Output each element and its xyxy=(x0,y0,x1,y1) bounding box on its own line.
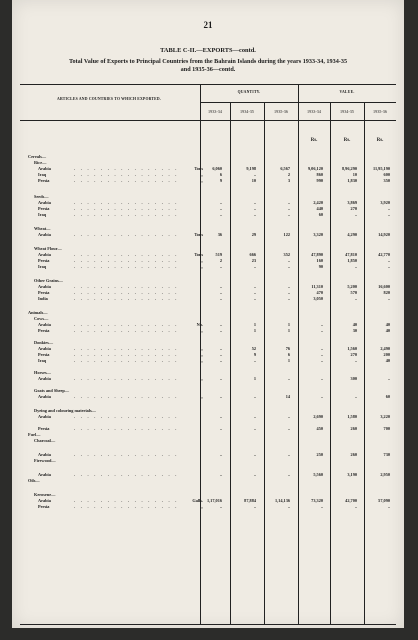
unit-cell: „ xyxy=(200,394,203,399)
table-row xyxy=(12,328,404,334)
quantity-cell: 1,17,016 xyxy=(206,498,222,503)
table-row xyxy=(12,232,404,238)
dot-leader: . . . . . . . . . . . . . . . . xyxy=(74,212,179,217)
value-cell: 260 xyxy=(350,452,357,457)
value-cell: .. xyxy=(387,264,390,269)
row-label: Fuel— xyxy=(28,432,41,437)
value-cell: 990 xyxy=(316,178,323,183)
dot-leader: . . . . . . . . . . . . . . . . xyxy=(74,352,179,357)
value-cell: 42,700 xyxy=(345,498,357,503)
quantity-cell: .. xyxy=(253,264,256,269)
dot-leader: . . . . . . . . . . . . . . . . xyxy=(74,296,179,301)
row-label: Cereals— xyxy=(28,154,47,159)
unit-cell: „ xyxy=(200,178,203,183)
header-top-rule xyxy=(20,84,396,85)
quantity-cell: .. xyxy=(253,472,256,477)
row-label: Arabia xyxy=(38,166,51,171)
row-label: Iraq xyxy=(38,358,47,363)
row-label: Iraq xyxy=(38,264,47,269)
page-number: 21 xyxy=(203,20,213,30)
value-cell: 2,950 xyxy=(380,472,390,477)
value-cell: 30 xyxy=(352,328,357,333)
value-cell: .. xyxy=(320,322,323,327)
value-cell: .. xyxy=(387,212,390,217)
unit-cell: „ xyxy=(200,352,203,357)
value-cell: 40 xyxy=(352,322,357,327)
dot-leader: . . . . . . . . . . . . . . . . xyxy=(74,290,179,295)
row-label: Persia xyxy=(38,290,50,295)
row-label: Dyeing and colouring materials— xyxy=(34,408,96,413)
quantity-cell: .. xyxy=(219,290,222,295)
row-label: Arabia xyxy=(38,284,51,289)
value-cell: 1,560 xyxy=(347,346,357,351)
row-label: Firewood— xyxy=(34,458,56,463)
value-cell: .. xyxy=(387,504,390,509)
table-row xyxy=(12,376,404,382)
quantity-cell: .. xyxy=(287,426,290,431)
row-label: Arabia xyxy=(38,322,51,327)
quantity-cell: 1 xyxy=(253,322,256,327)
dot-leader: . . . . . . . . . . . . . . . . xyxy=(74,394,179,399)
quantity-cell: 6,567 xyxy=(280,166,290,171)
quantity-cell: .. xyxy=(253,426,256,431)
table-row xyxy=(12,394,404,400)
quantity-cell: .. xyxy=(253,200,256,205)
row-label: Arabia xyxy=(38,414,51,419)
row-label: Arabia xyxy=(38,200,51,205)
row-label: Arabia xyxy=(38,376,51,381)
value-cell: 270 xyxy=(350,206,357,211)
currency-unit: Rs. xyxy=(343,138,351,143)
value-cell: 860 xyxy=(316,172,323,177)
dot-leader: . . . . . . . . . . . . . . . . xyxy=(74,232,179,237)
quantity-cell: .. xyxy=(219,472,222,477)
value-cell: 16,600 xyxy=(378,284,390,289)
value-cell: 3,920 xyxy=(380,200,390,205)
value-cell: 14,920 xyxy=(378,232,390,237)
quantity-cell: 36 xyxy=(217,232,222,237)
value-cell: .. xyxy=(354,264,357,269)
value-cell: 5,200 xyxy=(347,284,357,289)
quantity-cell: .. xyxy=(287,472,290,477)
quantity-cell: 1,14,136 xyxy=(274,498,290,503)
value-cell: .. xyxy=(320,376,323,381)
value-cell: 40 xyxy=(385,322,390,327)
quantity-cell: .. xyxy=(253,358,256,363)
quantity-cell: 122 xyxy=(283,232,290,237)
row-label: Arabia xyxy=(38,252,51,257)
value-cell: .. xyxy=(320,328,323,333)
table-row xyxy=(12,438,404,444)
value-cell: 450 xyxy=(316,426,323,431)
value-header: VALUE. xyxy=(339,90,355,94)
quantity-cell: 1 xyxy=(253,328,256,333)
quantity-cell: .. xyxy=(253,296,256,301)
quantity-cell: .. xyxy=(253,394,256,399)
articles-header: ARTICLES AND COUNTRIES TO WHICH EXPORTED. xyxy=(57,97,161,101)
dot-leader: . . . . . . . . . . . . . . . . xyxy=(74,358,179,363)
value-cell: 47,890 xyxy=(311,252,323,257)
dot-leader: . . . . . . . . . . . . . . . . xyxy=(74,206,179,211)
year-header: 1934-35 xyxy=(340,109,354,114)
value-cell: 73,320 xyxy=(311,498,323,503)
quantity-cell: .. xyxy=(219,212,222,217)
dot-leader: . . . . . . . . . . . . . . . . xyxy=(74,166,179,171)
value-cell: .. xyxy=(354,296,357,301)
quantity-cell: .. xyxy=(219,376,222,381)
quantity-cell: .. xyxy=(287,206,290,211)
quantity-cell: 6 xyxy=(219,172,222,177)
table-title: TABLE C-II.—EXPORTS—contd. xyxy=(160,47,256,54)
value-cell: .. xyxy=(387,296,390,301)
dot-leader: . . . . . . . . . . . . . . . . xyxy=(74,178,179,183)
dot-leader: . . . . . . . . . . . . . . . . xyxy=(74,504,179,509)
unit-cell: „ xyxy=(200,328,203,333)
unit-cell: „ xyxy=(200,258,203,263)
row-label: Oils— xyxy=(28,478,40,483)
row-label: Cows— xyxy=(34,316,49,321)
dot-leader: . . . . . . . . . . . . . . . . xyxy=(74,252,179,257)
quantity-cell: .. xyxy=(219,284,222,289)
quantity-cell: .. xyxy=(287,414,290,419)
table-row xyxy=(12,414,404,420)
dot-leader: . . . . . . . . . . . . . . . . xyxy=(74,258,179,263)
unit-cell: Tons xyxy=(194,252,203,257)
value-cell: 1,850 xyxy=(347,258,357,263)
value-cell: .. xyxy=(354,212,357,217)
quantity-cell: 1 xyxy=(287,358,290,363)
value-cell: 40 xyxy=(385,358,390,363)
value-cell: 47,810 xyxy=(345,252,357,257)
row-label: Persia xyxy=(38,352,50,357)
quantity-cell: 10 xyxy=(251,178,256,183)
quantity-cell: 352 xyxy=(283,252,290,257)
quantity-cell: 23 xyxy=(251,258,256,263)
value-cell: 3,220 xyxy=(380,414,390,419)
row-label: Persia xyxy=(38,426,50,431)
year-header: 1935-36 xyxy=(373,109,387,114)
table-bottom-rule xyxy=(20,624,396,625)
quantity-cell: 9 xyxy=(253,352,256,357)
quantity-cell: .. xyxy=(287,212,290,217)
dot-leader: . . . . . . . . . . . . . . . . xyxy=(74,328,179,333)
quantity-cell: .. xyxy=(219,328,222,333)
quantity-cell: .. xyxy=(253,284,256,289)
quantity-cell: 3 xyxy=(287,178,290,183)
value-cell: 730 xyxy=(383,452,390,457)
year-header: 1933-34 xyxy=(307,109,321,114)
quantity-cell: 6,060 xyxy=(212,166,222,171)
quantity-cell: .. xyxy=(219,426,222,431)
quantity-cell: 14 xyxy=(285,394,290,399)
unit-cell: No. xyxy=(196,322,203,327)
table-row xyxy=(12,458,404,464)
quantity-header: QUANTITY. xyxy=(237,90,261,94)
quantity-cell: 9,198 xyxy=(246,166,256,171)
quantity-cell: 1 xyxy=(253,376,256,381)
quantity-cell: .. xyxy=(219,206,222,211)
quantity-cell: .. xyxy=(253,414,256,419)
quantity-cell: .. xyxy=(219,394,222,399)
value-cell: .. xyxy=(354,504,357,509)
row-label: Iraq xyxy=(38,212,47,217)
dot-leader: . . . . . . . . . . . . . . . . xyxy=(74,426,179,431)
value-cell: 260 xyxy=(350,426,357,431)
currency-unit: Rs. xyxy=(310,138,318,143)
value-cell: 1,580 xyxy=(347,414,357,419)
quantity-cell: .. xyxy=(219,452,222,457)
row-label: Arabia xyxy=(38,472,51,477)
value-cell: 10 xyxy=(352,172,357,177)
value-cell: .. xyxy=(320,504,323,509)
dot-leader: . . . . . . . . . . . . . . . . xyxy=(74,414,179,419)
quantity-cell: 9 xyxy=(219,178,222,183)
header-bottom-rule xyxy=(20,120,396,121)
quantity-cell: 87,884 xyxy=(244,498,256,503)
table-row xyxy=(12,212,404,218)
table-row xyxy=(12,178,404,184)
unit-cell: Tons xyxy=(194,232,203,237)
value-cell: 3,320 xyxy=(313,232,323,237)
value-cell: 11,310 xyxy=(311,284,323,289)
value-cell: 60 xyxy=(385,394,390,399)
table-row xyxy=(12,358,404,364)
row-label: Persia xyxy=(38,328,50,333)
quantity-cell: .. xyxy=(253,452,256,457)
table-row xyxy=(12,478,404,484)
value-cell: 350 xyxy=(383,178,390,183)
dot-leader: . . . . . . . . . . . . . . . . xyxy=(74,264,179,269)
unit-cell: Galls. xyxy=(192,498,203,503)
table-subtitle-line1: Total Value of Exports to Principal Countries from the Bahrain Islands during the years 1933-34, 1934-35 xyxy=(68,58,348,65)
quantity-cell: 1 xyxy=(287,322,290,327)
row-label: Donkies— xyxy=(34,340,54,345)
dot-leader: . . . . . . . . . . . . . . . . xyxy=(74,172,179,177)
value-cell: 2,490 xyxy=(380,346,390,351)
unit-cell: „ xyxy=(200,504,203,509)
quantity-cell: .. xyxy=(287,376,290,381)
row-label: Charcoal— xyxy=(34,438,56,443)
quantity-cell: .. xyxy=(219,200,222,205)
quantity-cell: .. xyxy=(253,206,256,211)
row-label: Seeds— xyxy=(34,194,49,199)
document-page xyxy=(12,0,404,628)
row-label: Arabia xyxy=(38,346,51,351)
quantity-cell: .. xyxy=(287,296,290,301)
value-cell: .. xyxy=(354,358,357,363)
value-cell: .. xyxy=(320,358,323,363)
quantity-cell: .. xyxy=(253,172,256,177)
value-cell: 470 xyxy=(316,290,323,295)
row-label: Animals— xyxy=(28,310,48,315)
value-cell: 90 xyxy=(318,264,323,269)
dot-leader: . . . . . . . . . . . . . . . . xyxy=(74,498,179,503)
quantity-cell: 29 xyxy=(251,232,256,237)
quantity-cell: .. xyxy=(287,284,290,289)
unit-cell: „ xyxy=(200,358,203,363)
quantity-cell: .. xyxy=(287,200,290,205)
table-row xyxy=(12,296,404,302)
unit-cell: „ xyxy=(200,376,203,381)
currency-unit: Rs. xyxy=(376,138,384,143)
quantity-cell: .. xyxy=(287,504,290,509)
quantity-cell: 2 xyxy=(287,172,290,177)
quantity-cell: 1 xyxy=(287,328,290,333)
quantity-cell: .. xyxy=(287,452,290,457)
unit-cell: „ xyxy=(200,172,203,177)
quantity-cell: .. xyxy=(219,414,222,419)
table-row xyxy=(12,504,404,510)
row-label: Arabia xyxy=(38,452,51,457)
value-cell: 3,050 xyxy=(313,296,323,301)
year-header: 1933-34 xyxy=(208,109,222,114)
value-cell: 4,290 xyxy=(347,232,357,237)
quantity-cell: .. xyxy=(219,296,222,301)
quantity-cell: 52 xyxy=(251,346,256,351)
quantity-cell: .. xyxy=(219,352,222,357)
row-label: Wheat— xyxy=(34,226,51,231)
quantity-cell: .. xyxy=(219,358,222,363)
row-label: Rice— xyxy=(34,160,47,165)
value-cell: .. xyxy=(387,206,390,211)
quantity-cell: 666 xyxy=(249,252,256,257)
year-header: 1934-35 xyxy=(240,109,254,114)
quantity-cell: .. xyxy=(287,290,290,295)
value-cell: 5,560 xyxy=(313,472,323,477)
value-cell: 600 xyxy=(383,172,390,177)
quantity-cell: .. xyxy=(219,504,222,509)
row-label: Wheat Flour— xyxy=(34,246,62,251)
row-label: Goats and Sheep— xyxy=(34,388,70,393)
value-cell: 2,420 xyxy=(313,200,323,205)
row-label: Arabia xyxy=(38,394,51,399)
value-cell: 200 xyxy=(383,352,390,357)
value-cell: 60 xyxy=(318,212,323,217)
value-cell: .. xyxy=(387,258,390,263)
row-label: India xyxy=(38,296,48,301)
quantity-cell: .. xyxy=(253,290,256,295)
dot-leader: . . . . . . . . . . . . . . . . xyxy=(74,284,179,289)
table-row xyxy=(12,264,404,270)
quantity-cell: 76 xyxy=(285,346,290,351)
value-cell: 2,690 xyxy=(313,414,323,419)
quantity-cell: .. xyxy=(219,346,222,351)
unit-cell: „ xyxy=(200,346,203,351)
dot-leader: . . . . . . . . . . . . . . . . xyxy=(74,472,179,477)
value-cell: 300 xyxy=(350,376,357,381)
dot-leader: . . . . . . . . . . . . . . . . xyxy=(74,200,179,205)
value-cell: 3,190 xyxy=(347,472,357,477)
quantity-cell: .. xyxy=(287,264,290,269)
row-label: Persia xyxy=(38,258,50,263)
value-cell: 270 xyxy=(350,352,357,357)
value-cell: 700 xyxy=(383,426,390,431)
unit-cell: „ xyxy=(200,264,203,269)
dot-leader: . . . . . . . . . . . . . . . . xyxy=(74,376,179,381)
row-label: Persia xyxy=(38,504,50,509)
quantity-cell: .. xyxy=(219,264,222,269)
value-cell: .. xyxy=(320,352,323,357)
row-label: Kerosene— xyxy=(34,492,56,497)
value-cell: 8,96,290 xyxy=(341,166,357,171)
quantity-cell: .. xyxy=(287,258,290,263)
value-cell: 57,090 xyxy=(378,498,390,503)
row-label: Persia xyxy=(38,178,50,183)
value-cell: 40 xyxy=(385,328,390,333)
value-cell: 42,770 xyxy=(378,252,390,257)
table-subtitle-line2: and 1935-36—contd. xyxy=(180,66,236,73)
value-cell: .. xyxy=(354,394,357,399)
value-cell: 1,830 xyxy=(347,178,357,183)
value-cell: 440 xyxy=(316,206,323,211)
value-cell: 11,95,190 xyxy=(373,166,390,171)
quantity-cell: .. xyxy=(253,504,256,509)
quantity-cell: 2 xyxy=(219,258,222,263)
dot-leader: . . . . . . . . . . . . . . . . xyxy=(74,322,179,327)
value-cell: 3,869 xyxy=(347,200,357,205)
value-cell: .. xyxy=(320,346,323,351)
unit-cell: Tons xyxy=(194,166,203,171)
row-label: Arabia xyxy=(38,232,51,237)
row-label: Iraq xyxy=(38,172,47,177)
value-cell: 250 xyxy=(316,452,323,457)
row-label: Persia xyxy=(38,206,50,211)
dot-leader: . . . . . . . . . . . . . . . . xyxy=(74,346,179,351)
value-cell: 820 xyxy=(383,290,390,295)
year-header: 1935-36 xyxy=(274,109,288,114)
value-cell: 9,06,120 xyxy=(307,166,323,171)
value-cell: 160 xyxy=(316,258,323,263)
row-label: Arabia xyxy=(38,498,51,503)
quantity-cell: .. xyxy=(219,322,222,327)
row-label: Other Grains— xyxy=(34,278,63,283)
quantity-cell: .. xyxy=(253,212,256,217)
value-cell: .. xyxy=(320,394,323,399)
value-cell: .. xyxy=(387,376,390,381)
quantity-cell: 519 xyxy=(215,252,222,257)
quantity-cell: 6 xyxy=(287,352,290,357)
value-cell: 570 xyxy=(350,290,357,295)
dot-leader: . . . . . . . . . . . . . . . . xyxy=(74,452,179,457)
row-label: Horses— xyxy=(34,370,51,375)
